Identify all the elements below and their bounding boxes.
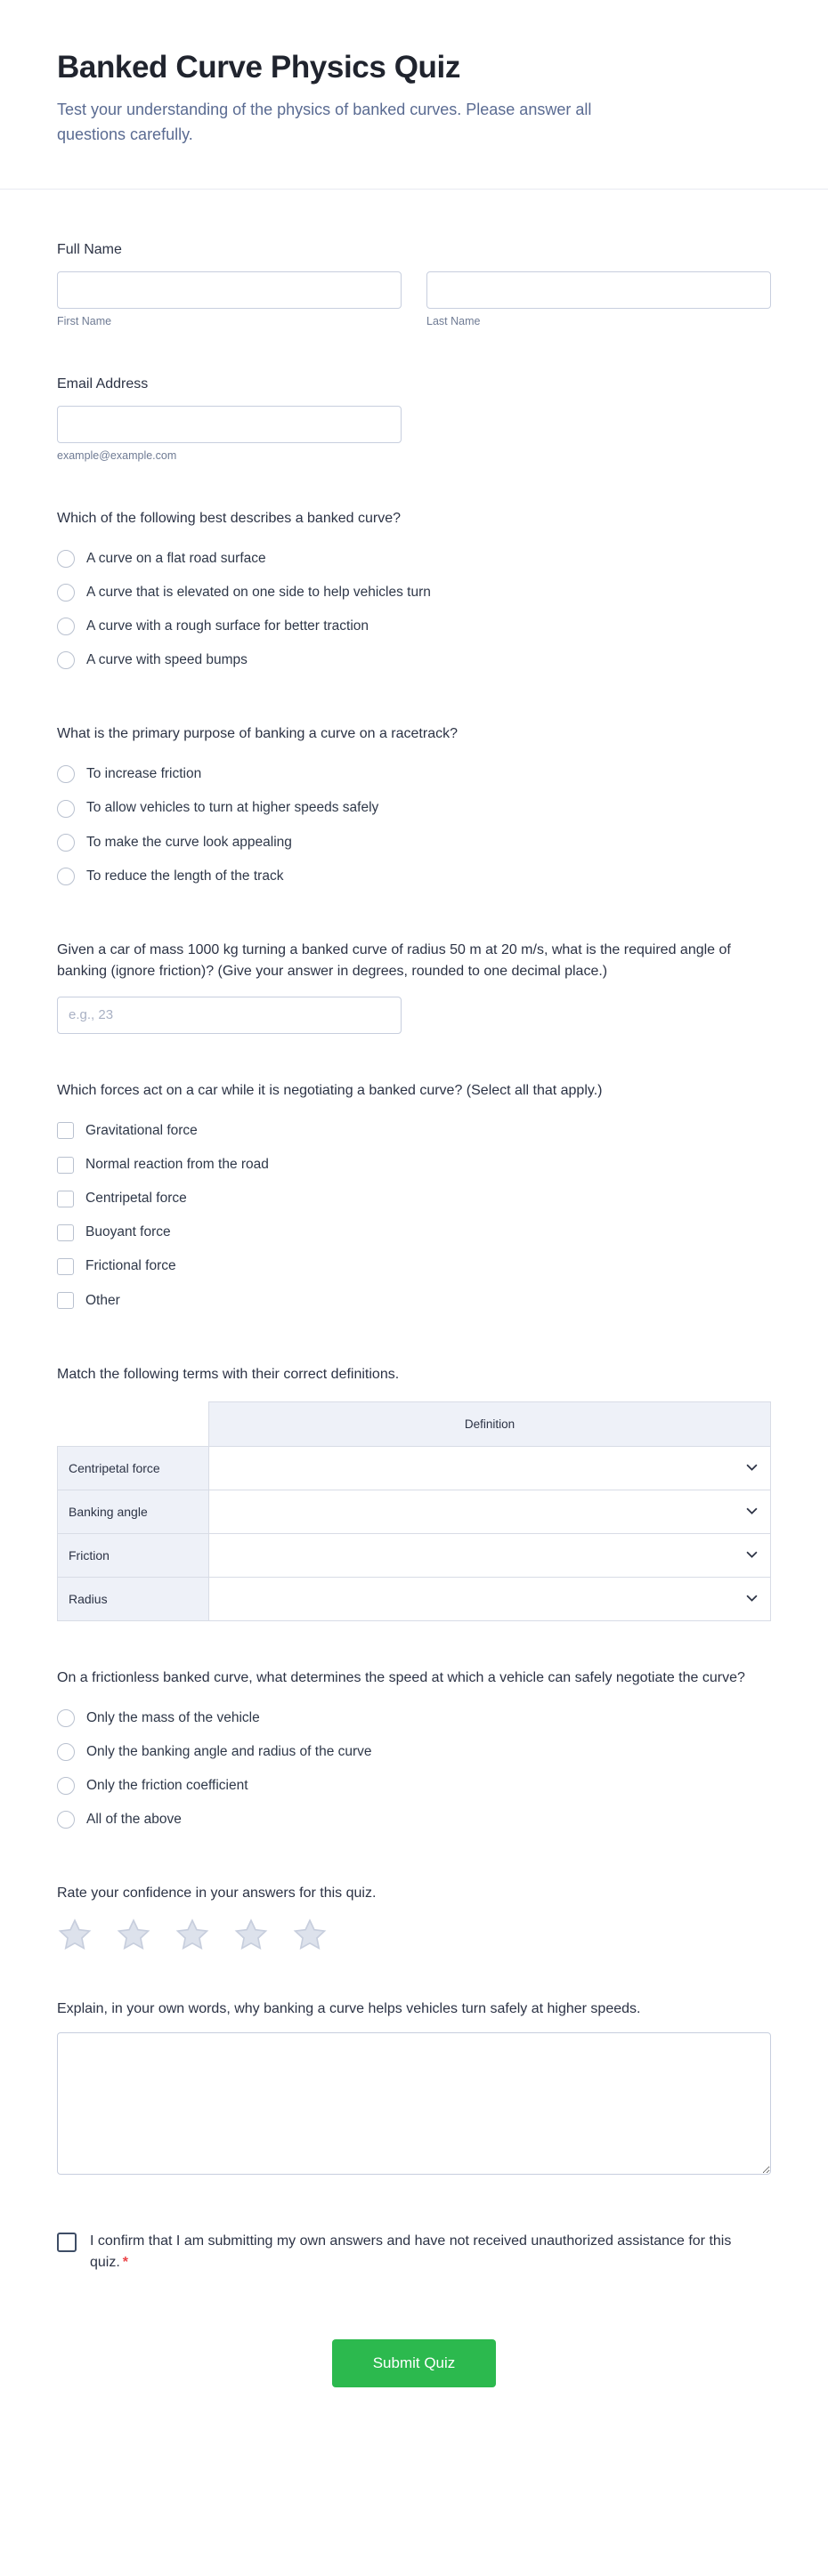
table-row (58, 1490, 771, 1533)
question-frictionless (57, 1668, 771, 1837)
matrix-row-label: Friction (58, 1533, 209, 1577)
purpose-option-1[interactable] (57, 757, 771, 791)
question-primary-purpose (57, 723, 771, 893)
match-table (57, 1401, 771, 1621)
confirmation-label (90, 2231, 767, 2273)
radio-icon (57, 1811, 75, 1829)
table-row (58, 1533, 771, 1577)
forces-option-2[interactable] (57, 1148, 771, 1182)
definition-select-banking-angle[interactable] (209, 1490, 771, 1533)
describe-question-label: Which of the following best describes a banked curve? (57, 510, 401, 526)
required-asterisk: * (122, 2255, 129, 2271)
last-name-sublabel: Last Name (426, 314, 481, 327)
matrix-row-label: Centripetal force (58, 1446, 209, 1490)
table-row (58, 1577, 771, 1620)
form-title: Banked Curve Physics Quiz (57, 50, 460, 85)
option-label: Gravitational force (85, 1122, 198, 1138)
frictionless-option-1[interactable] (57, 1701, 771, 1735)
definition-select-friction[interactable] (209, 1533, 771, 1577)
first-name-sublabel: First Name (57, 314, 112, 327)
option-label: Normal reaction from the road (85, 1157, 269, 1173)
last-name-field-group (426, 271, 771, 327)
checkbox-icon (57, 1224, 74, 1241)
first-name-field-group (57, 271, 402, 327)
table-row (58, 1446, 771, 1490)
frictionless-options (57, 1701, 771, 1837)
forces-option-3[interactable] (57, 1182, 771, 1215)
chevron-down-icon (746, 1507, 758, 1515)
star-icon-1[interactable] (57, 1917, 93, 1952)
question-full-name (57, 239, 771, 327)
option-label: A curve with a rough surface for better traction (86, 618, 369, 634)
forces-options (57, 1114, 771, 1318)
email-input[interactable] (57, 406, 402, 443)
option-label: A curve that is elevated on one side to help vehicles turn (86, 584, 431, 600)
describe-option-1[interactable] (57, 542, 771, 576)
forces-option-1[interactable] (57, 1114, 771, 1148)
definition-select-centripetal-force[interactable] (209, 1446, 771, 1490)
star-icon-2[interactable] (116, 1917, 151, 1952)
option-label: To make the curve look appealing (86, 834, 292, 850)
radio-icon (57, 618, 75, 635)
submit-area (57, 2339, 771, 2462)
chevron-down-icon (746, 1595, 758, 1603)
radio-icon (57, 1709, 75, 1727)
option-label: Only the banking angle and radius of the curve (86, 1743, 372, 1759)
definition-select-radius[interactable] (209, 1577, 771, 1620)
matrix-row-label: Banking angle (58, 1490, 209, 1533)
purpose-option-2[interactable] (57, 791, 771, 825)
match-question-label: Match the following terms with their correct definitions. (57, 1366, 400, 1382)
forces-option-other[interactable] (57, 1284, 771, 1318)
question-email (57, 374, 771, 462)
submit-button[interactable]: Submit Quiz (332, 2339, 497, 2387)
question-forces (57, 1080, 771, 1318)
option-label: Centripetal force (85, 1191, 187, 1207)
question-match-definitions (57, 1364, 771, 1621)
describe-option-4[interactable] (57, 643, 771, 677)
describe-option-2[interactable] (57, 576, 771, 610)
describe-options (57, 542, 771, 678)
form-header (0, 0, 828, 190)
frictionless-option-4[interactable] (57, 1803, 771, 1837)
star-icon-5[interactable] (292, 1917, 328, 1952)
checkbox-icon (57, 1157, 74, 1174)
purpose-option-4[interactable] (57, 860, 771, 893)
confirmation-checkbox-row[interactable] (57, 2231, 771, 2273)
question-banking-angle (57, 940, 771, 1034)
form-subtitle: Test your understanding of the physics of banked curves. Please answer all questions carefully. (57, 101, 592, 143)
option-label: To allow vehicles to turn at higher speeds safely (86, 800, 379, 816)
confirmation-text: I confirm that I am submitting my own answers and have not received unauthorized assistance for this quiz. (90, 2233, 732, 2271)
option-label: Buoyant force (85, 1224, 171, 1240)
purpose-options (57, 757, 771, 893)
radio-icon (57, 868, 75, 885)
forces-question-label: Which forces act on a car while it is negotiating a banked curve? (Select all that apply.) (57, 1082, 603, 1098)
matrix-corner-cell (58, 1401, 209, 1446)
option-label: A curve with speed bumps (86, 652, 248, 668)
chevron-down-icon (746, 1464, 758, 1472)
radio-icon (57, 800, 75, 818)
radio-icon (57, 651, 75, 669)
first-name-input[interactable] (57, 271, 402, 309)
frictionless-option-3[interactable] (57, 1769, 771, 1803)
option-label: Only the friction coefficient (86, 1778, 248, 1794)
question-explain (57, 1999, 771, 2179)
radio-icon (57, 834, 75, 852)
angle-question-label: Given a car of mass 1000 kg turning a banked curve of radius 50 m at 20 m/s, what is the required angle of banking (ignore friction)? (Give your answer in degrees, rounded to one decimal place.) (57, 941, 731, 979)
radio-icon (57, 1777, 75, 1795)
radio-icon (57, 1743, 75, 1761)
rating-question-label: Rate your confidence in your answers for this quiz. (57, 1886, 377, 1902)
option-label: Only the mass of the vehicle (86, 1709, 260, 1725)
purpose-question-label: What is the primary purpose of banking a curve on a racetrack? (57, 726, 458, 742)
forces-option-4[interactable] (57, 1215, 771, 1249)
purpose-option-3[interactable] (57, 826, 771, 860)
star-rating (57, 1917, 771, 1952)
explain-textarea[interactable] (57, 2032, 771, 2175)
option-label: All of the above (86, 1812, 182, 1828)
option-label: Frictional force (85, 1258, 176, 1274)
last-name-input[interactable] (426, 271, 771, 309)
checkbox-icon (57, 2233, 77, 2252)
email-sublabel: example@example.com (57, 448, 177, 462)
email-label: Email Address (57, 375, 149, 392)
matrix-column-header: Definition (209, 1401, 771, 1446)
matrix-row-label: Radius (58, 1577, 209, 1620)
full-name-label: Full Name (57, 241, 122, 257)
question-confidence-rating (57, 1883, 771, 1952)
angle-answer-input[interactable] (57, 997, 402, 1034)
checkbox-icon (57, 1292, 74, 1309)
radio-icon (57, 765, 75, 783)
option-label: To increase friction (86, 766, 202, 782)
radio-icon (57, 584, 75, 602)
forces-option-5[interactable] (57, 1249, 771, 1283)
checkbox-icon (57, 1258, 74, 1275)
explain-question-label: Explain, in your own words, why banking a curve helps vehicles turn safely at higher speeds. (57, 2001, 641, 2017)
radio-icon (57, 550, 75, 568)
form-body (0, 190, 828, 2463)
option-label: Other (85, 1292, 120, 1308)
chevron-down-icon (746, 1551, 758, 1559)
checkbox-icon (57, 1122, 74, 1139)
option-label: A curve on a flat road surface (86, 550, 266, 566)
checkbox-icon (57, 1191, 74, 1207)
question-describe-banked-curve (57, 508, 771, 678)
frictionless-question-label: On a frictionless banked curve, what determines the speed at which a vehicle can safely negotiate the curve? (57, 1669, 745, 1685)
star-icon-4[interactable] (233, 1917, 269, 1952)
star-icon-3[interactable] (175, 1917, 210, 1952)
option-label: To reduce the length of the track (86, 868, 284, 884)
frictionless-option-2[interactable] (57, 1735, 771, 1769)
describe-option-3[interactable] (57, 610, 771, 643)
